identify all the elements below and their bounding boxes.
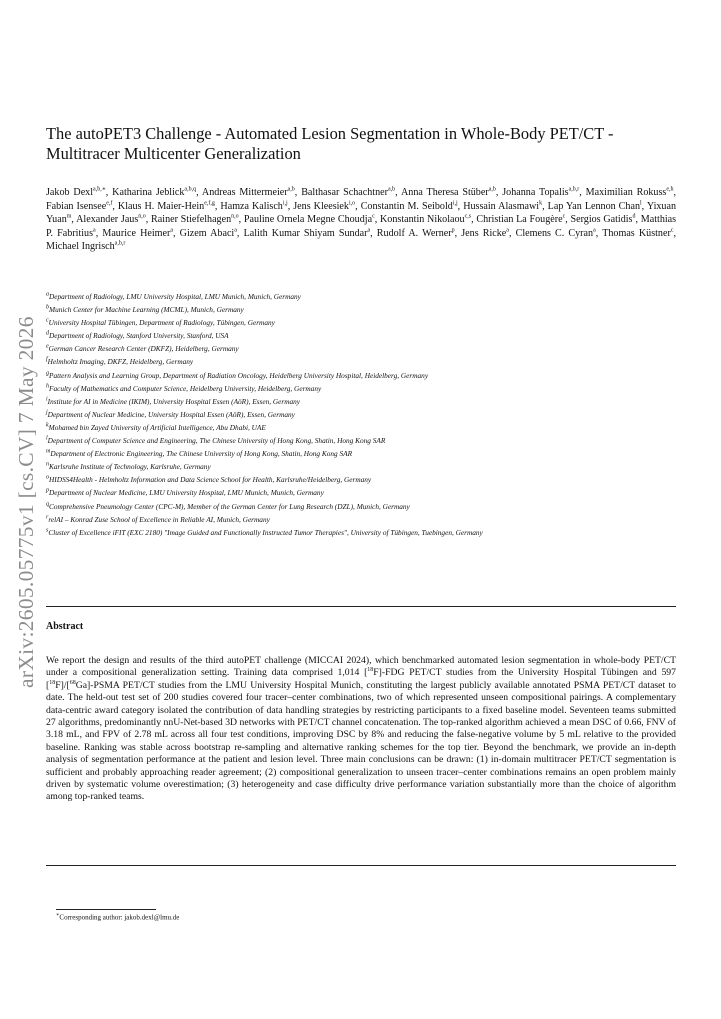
author-name: Andreas Mittermeier	[201, 187, 288, 198]
affiliation-item	[46, 460, 686, 473]
author-name: Konstantin Nikolaou	[380, 214, 465, 225]
affiliation-text: Institute for AI in Medicine (IKIM), University Hospital Essen (AöR), Essen, Germany	[47, 396, 301, 406]
affiliation-text: Department of Radiology, LMU University Hospital, LMU Munich, Munich, Germany	[49, 292, 301, 301]
affiliation-text: Faculty of Mathematics and Computer Science, Heidelberg University, Heidelberg, Germany	[49, 383, 322, 393]
affiliation-key: o	[46, 474, 49, 481]
affiliation-text: Comprehensive Pneumology Center (CPC-M), Member of the German Center for Lung Research (DZL), Munich, Germany	[49, 501, 410, 511]
author-affiliation-marks: a,b	[287, 186, 295, 193]
author-name: Thomas Küstner	[602, 227, 671, 239]
author-affiliation-marks: a,b,r	[114, 240, 126, 247]
author	[602, 228, 673, 239]
author-affiliation-marks: p	[451, 227, 455, 234]
author-list: Jakob Dexl$^{a,b,∗}$, Katharina Jeblick$^{a,b,q}$, Andreas Mittermeier$^{a,b}$, Balthasar Schachtner$^{a,b}$, Anna Theresa Stüber$^{a,b}$, Johanna Topalis$^{a,b,r}$, Maximilian Rokuss$^{e,h}$, Fabian Isensee$^{e,f}$, Klaus H. Maier-Hein$^{e,f,g}$, Hamza Kalisch$^{i,j}$, Jens Kleesiek$^{i,o}$, Constantin M. Seibold$^{i,j}$, Hussain Alasmawi$^k$, Lap Yan Lennon Chan$^l$, Yixuan Yuan$^m$, Alexander Jaus$^{n,o}$, Rainer Stiefelhagen$^{n,o}$, Pauline Ornela Megne Choudja$^c$, Konstantin Nikolaou$^{c,s}$, Christian La Fougère$^c$, Sergios Gatidis$^d$, Matthias P. Fabritius$^a$, Maurice Heimer$^a$, Gizem Abaci$^a$, Lalith Kumar Shiyam Sundar$^a$, Rudolf A. Werner$^p$, Jens Ricke$^a$, Clemens C. Cyran$^a$, Thomas Küstner$^c$, Michael Ingrisch$^{a,b,r}$	[46, 186, 677, 252]
affiliation-key: b	[46, 304, 49, 311]
affiliation-item	[46, 355, 686, 368]
affiliation-item	[46, 303, 686, 316]
author-name: Constantin M. Seibold	[360, 200, 453, 212]
author	[401, 187, 496, 198]
author-name: Jens Ricke	[461, 227, 507, 239]
author	[461, 228, 509, 239]
affiliation-item	[46, 434, 686, 447]
author-affiliation-marks: c	[670, 227, 674, 234]
author-affiliation-marks: a,b,∗	[93, 186, 106, 193]
author-name: Hussain Alasmawi	[463, 200, 540, 212]
affiliation-key: r	[46, 514, 49, 521]
author	[244, 214, 375, 225]
abstract-bottom-rule	[46, 865, 676, 866]
author-name: Jakob Dexl	[46, 187, 94, 198]
abstract-top-rule	[46, 606, 676, 607]
author-affiliation-marks: a,b	[388, 186, 396, 193]
author-name: Katharina Jeblick	[112, 187, 185, 198]
author	[516, 228, 596, 239]
affiliation-key: l	[46, 435, 48, 442]
author	[463, 201, 542, 212]
author-name: Hamza Kalisch	[220, 200, 283, 212]
affiliation-text: Mohamed bin Zayed University of Artificial Intelligence, Abu Dhabi, UAE	[48, 422, 266, 432]
author-affiliation-marks: m	[66, 213, 72, 220]
author-name: Christian La Fougère	[476, 214, 563, 225]
affiliation-key: f	[46, 357, 48, 364]
author-name: Rainer Stiefelhagen	[151, 214, 232, 225]
author	[548, 201, 642, 212]
author-name: Maximilian Rokuss	[585, 187, 667, 198]
author	[220, 201, 287, 212]
author	[571, 214, 636, 225]
author	[502, 187, 579, 198]
affiliation-item	[46, 369, 686, 382]
affiliation-item	[46, 526, 686, 539]
author	[46, 241, 125, 252]
author-affiliation-marks: a,b	[488, 186, 496, 193]
affiliation-item	[46, 408, 686, 421]
author-name: Michael Ingrisch	[46, 241, 115, 252]
affiliation-text: Department of Electronic Engineering, The Chinese University of Hong Kong, Shatin, Hong Kong SAR	[50, 449, 353, 459]
author-name: Johanna Topalis	[502, 187, 569, 198]
affiliation-text: Cluster of Excellence iFIT (EXC 2180) "Image Guided and Functionally Instructed Tumor Therapies", University of Tübingen, Tuebingen, Germany	[48, 527, 483, 537]
author-affiliation-marks: a	[93, 227, 96, 234]
affiliation-item	[46, 329, 686, 342]
author	[244, 228, 371, 239]
affiliation-text: University Hospital Tübingen, Department of Radiology, Tübingen, Germany	[48, 318, 275, 328]
author	[301, 187, 395, 198]
author-affiliation-marks: n,o	[231, 213, 239, 220]
author-affiliation-marks: i,j	[452, 200, 458, 207]
affiliation-text: Pattern Analysis and Learning Group, Department of Radiation Oncology, Heidelberg University Hospital, Heidelberg, Germany	[49, 370, 429, 380]
author	[102, 228, 173, 239]
author-name: Yixuan Yuan	[46, 200, 677, 225]
affiliation-item	[46, 500, 686, 513]
author	[377, 228, 455, 239]
author-affiliation-marks: e,f	[106, 200, 113, 207]
affiliation-key: m	[46, 448, 51, 455]
author-name: Maurice Heimer	[102, 227, 171, 239]
affiliation-text: Helmholtz Imaging, DKFZ, Heidelberg, Germany	[47, 357, 194, 367]
author	[76, 214, 146, 225]
author	[46, 201, 112, 212]
affiliation-text: Karlsruhe Institute of Technology, Karlsruhe, Germany	[49, 462, 211, 472]
affiliation-key: s	[46, 527, 49, 534]
affiliation-key: k	[46, 422, 49, 429]
author	[46, 187, 106, 198]
author-name: Lap Yan Lennon Chan	[547, 200, 640, 212]
author-affiliation-marks: a	[506, 227, 509, 234]
author-affiliation-marks: e,f,g	[204, 200, 215, 207]
author-affiliation-marks: c	[372, 213, 375, 220]
author-name: Fabian Isensee	[46, 200, 107, 212]
affiliation-item	[46, 382, 686, 395]
author-name: Clemens C. Cyran	[515, 227, 594, 239]
affiliation-list	[46, 290, 686, 539]
arxiv-identifier-stamp: arXiv:2605.05775v1 [cs.CV] 7 May 2026	[14, 316, 38, 688]
author-affiliation-marks: e,h	[666, 186, 674, 193]
author-affiliation-marks: i,o	[348, 200, 356, 207]
author-name: Anna Theresa Stüber	[401, 187, 489, 198]
author	[151, 214, 239, 225]
affiliation-key: h	[46, 383, 49, 390]
affiliation-key: p	[46, 487, 49, 494]
author	[112, 187, 196, 198]
author-name: Pauline Ornela Megne Choudja	[243, 214, 373, 225]
abstract-heading: Abstract	[46, 621, 84, 632]
author-affiliation-marks: a	[170, 227, 174, 234]
affiliation-item	[46, 290, 686, 303]
affiliation-text: Department of Nuclear Medicine, University Hospital Essen (AöR), Essen, Germany	[47, 409, 295, 419]
affiliation-item	[46, 421, 686, 434]
affiliation-text: relAI – Konrad Zuse School of Excellence in Reliable AI, Munich, Germany	[48, 514, 270, 524]
abstract-body: We report the design and results of the third autoPET challenge (MICCAI 2024), which benchmarked automated lesion segmentation in whole-body PET/CT under a compositional generalization setting. Training data comprised 1,014 [$^{18}$F]-FDG PET/CT studies from the University Hospital Tübingen and 597 [$^{18}$F]/[$^{68}$Ga]-PSMA PET/CT studies from the LMU University Hospital Munich, constituting the largest publicly available annotated PSMA PET/CT dataset to date. The held-out test set of 200 studies covered four tracer–center combinations, two of which represented unseen compositional pairings. A complementary data-centric award category isolated the contribution of data handling strategies by restricting participants to a fixed baseline model. Seventeen teams submitted 27 algorithms, predominantly nnU-Net-based 3D networks with PET/CT channel concatenation. The top-ranked algorithm achieved a mean DSC of 0.66, FNV of 3.18 mL, and FPV of 2.78 mL across all four test conditions, improving DSC by 8% and reducing the false-negative volume by 5 mL relative to the provided baseline. Ranking was stable across bootstrap re-sampling and alternative ranking schemes for the top tier. Beyond the benchmark, we provide an in-depth analysis of segmentation performance at the patient and lesion level. Three main conclusions can be drawn: (1) in-domain multitracer PET/CT segmentation is sufficient and probably approaching reader agreement; (2) compositional generalization to unseen tracer–center combinations remains an open problem mainly driven by systematic volume overestimation; (3) heterogeneity and case difficulty drive performance variation substantially more than the choice of algorithm among top-ranked teams.	[46, 655, 676, 803]
affiliation-key: q	[46, 501, 49, 508]
paper-title: The autoPET3 Challenge - Automated Lesion Segmentation in Whole-Body PET/CT - Multitracer Multicenter Generalization	[46, 124, 614, 163]
author-affiliation-marks: n,o	[138, 213, 146, 220]
affiliation-text: Department of Nuclear Medicine, LMU University Hospital, LMU Munich, Munich, Germany	[49, 488, 324, 498]
affiliation-key: j	[46, 409, 48, 416]
author-name: Rudolf A. Werner	[376, 227, 452, 239]
affiliation-item	[46, 513, 686, 526]
affiliation-text: Department of Computer Science and Engineering, The Chinese University of Hong Kong, Shatin, Hong Kong SAR	[47, 436, 386, 446]
author-affiliation-marks: d	[632, 213, 636, 220]
author	[118, 201, 215, 212]
affiliation-item	[46, 395, 686, 408]
author-name: Klaus H. Maier-Hein	[117, 200, 205, 212]
affiliation-item	[46, 473, 686, 486]
author-name: Gizem Abaci	[179, 227, 235, 239]
author-affiliation-marks: a	[593, 227, 596, 234]
affiliation-key: e	[46, 343, 49, 350]
author	[202, 187, 295, 198]
author-affiliation-marks: a	[367, 227, 371, 234]
author-affiliation-marks: a	[234, 227, 237, 234]
author-affiliation-marks: c,s	[464, 213, 472, 220]
author	[380, 214, 471, 225]
author	[476, 214, 565, 225]
affiliation-text: Munich Center for Machine Learning (MCML), Munich, Germany	[49, 305, 244, 315]
affiliation-key: c	[46, 317, 49, 324]
corresponding-author-footnote: ∗Corresponding author: jakob.dexl@lmu.de	[56, 913, 180, 922]
affiliation-text: Department of Radiology, Stanford University, Stanford, USA	[49, 331, 229, 341]
author-affiliation-marks: c	[562, 213, 566, 220]
author	[361, 201, 458, 212]
author	[293, 201, 355, 212]
author-name: Sergios Gatidis	[570, 214, 633, 225]
affiliation-key: d	[46, 330, 49, 337]
author-affiliation-marks: a,b,q	[184, 186, 197, 193]
author-affiliation-marks: a,b,r	[568, 186, 580, 193]
author-name: Jens Kleesiek	[293, 200, 349, 212]
affiliation-text: German Cancer Research Center (DKFZ), Heidelberg, Germany	[48, 344, 239, 354]
affiliation-key: n	[46, 461, 49, 468]
author	[180, 228, 237, 239]
author-name: Lalith Kumar Shiyam Sundar	[243, 227, 368, 239]
affiliation-item	[46, 486, 686, 499]
author-name: Balthasar Schachtner	[301, 187, 388, 198]
affiliation-key: a	[46, 291, 49, 298]
author	[586, 187, 674, 198]
affiliation-key: g	[46, 370, 49, 377]
affiliation-item	[46, 316, 686, 329]
author-name: Alexander Jaus	[76, 214, 139, 225]
affiliation-item	[46, 447, 686, 460]
author-affiliation-marks: k	[539, 200, 543, 207]
author-name: Matthias P. Fabritius	[46, 214, 677, 239]
affiliation-item	[46, 342, 686, 355]
footnote-rule	[56, 909, 156, 910]
author-affiliation-marks: l	[640, 200, 642, 207]
affiliation-key: i	[46, 396, 48, 403]
affiliation-text: HIDSS4Health - Helmholtz Information and Data Science School for Health, Karlsruhe/Heidelberg, Germany	[49, 475, 372, 485]
author-affiliation-marks: i,j	[282, 200, 288, 207]
